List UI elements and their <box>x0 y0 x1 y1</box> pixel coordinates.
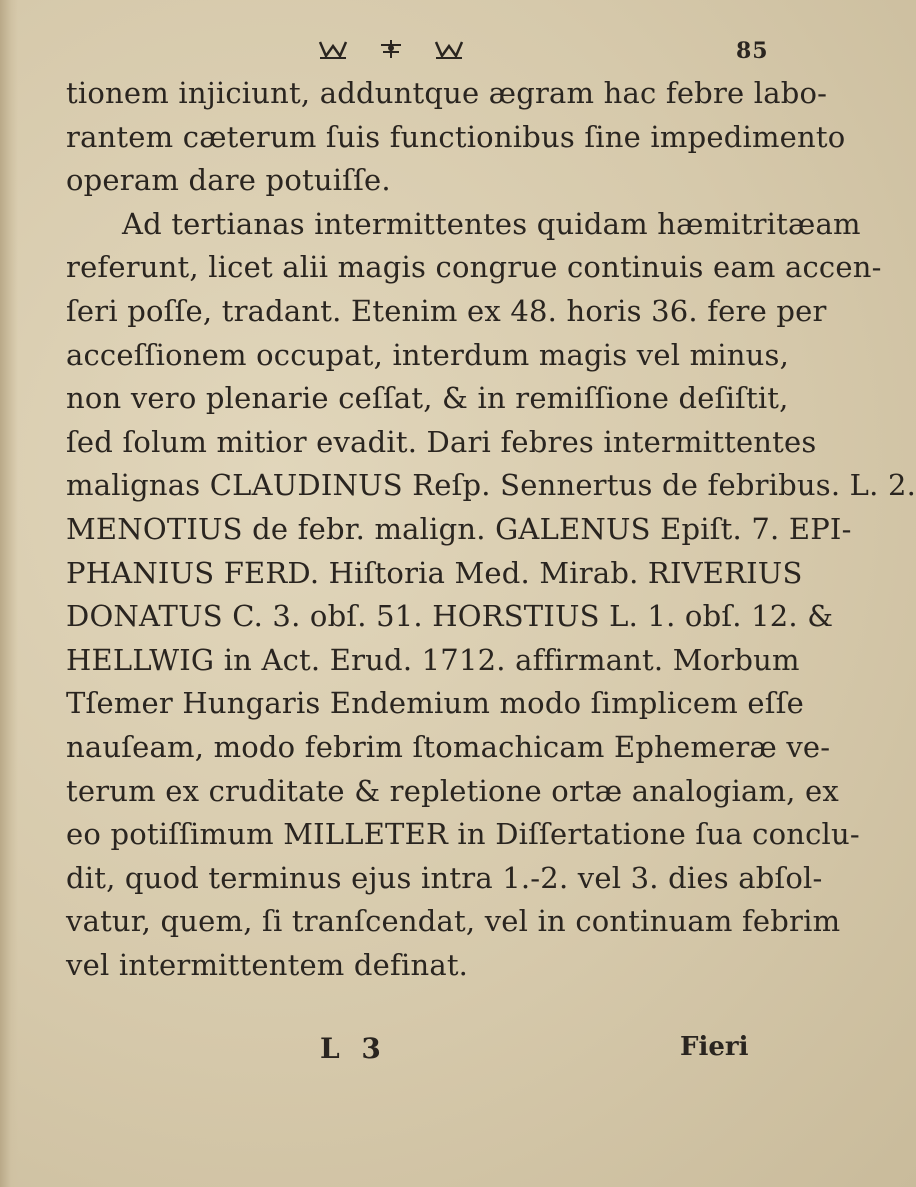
header-ornaments <box>318 36 498 62</box>
text-line: ſed ſolum mitior evadit. Dari febres intermittentes <box>66 424 817 459</box>
text-line: rantem cæterum ſuis functionibus ſine impedimento <box>66 119 846 154</box>
floral-ornament-icon <box>376 38 406 60</box>
text-line: Tſemer Hungaris Endemium modo ſimplicem eſſe <box>66 686 804 721</box>
catchword: Fieri <box>680 1032 749 1062</box>
text-line: MENOTIUS de febr. malign. GALENUS Epiſt. 7. EPI- <box>66 511 852 546</box>
page-number: 85 <box>736 38 769 64</box>
text-line: nauſeam, modo febrim ſtomachicam Ephemeræ ve- <box>66 729 831 764</box>
text-line: vatur, quem, ſi tranſcendat, vel in continuam febrim <box>66 904 841 939</box>
page-edge-shadow <box>0 0 18 1187</box>
text-line: ſeri poſſe, tradant. Etenim ex 48. horis 36. fere per <box>66 293 827 328</box>
body-text <box>66 72 916 987</box>
text-line: acceſſionem occupat, interdum magis vel minus, <box>66 337 790 372</box>
text-line: Ad tertianas intermittentes quidam hæmitritæam <box>122 206 861 241</box>
text-line: terum ex cruditate & repletione ortæ analogiam, ex <box>66 773 839 808</box>
text-line: operam dare potuiſſe. <box>66 163 391 198</box>
vignette-ornament-icon <box>318 38 348 60</box>
text-line: HELLWIG in Act. Erud. 1712. affirmant. Morbum <box>66 642 800 677</box>
text-line: referunt, licet alii magis congrue continuis eam accen- <box>66 250 882 285</box>
text-line: malignas CLAUDINUS Reſp. Sennertus de febribus. L. 2. <box>66 468 916 503</box>
text-line: vel intermittentem definat. <box>66 947 469 982</box>
signature-mark: L 3 <box>320 1032 387 1065</box>
text-line: DONATUS C. 3. obſ. 51. HORSTIUS L. 1. obſ. 12. & <box>66 599 834 634</box>
text-line: eo potiſſimum MILLETER in Diſſertatione ſua conclu- <box>66 817 860 852</box>
text-line: PHANIUS FERD. Hiſtoria Med. Mirab. RIVERIUS <box>66 555 803 590</box>
text-line: non vero plenarie ceſſat, & in remiſſione deſiſtit, <box>66 381 789 416</box>
text-line: tionem injiciunt, adduntque ægram hac febre labo- <box>66 76 828 110</box>
text-line: dit, quod terminus ejus intra 1.-2. vel 3. dies abſol- <box>66 860 823 895</box>
vignette-ornament-icon <box>434 38 464 60</box>
